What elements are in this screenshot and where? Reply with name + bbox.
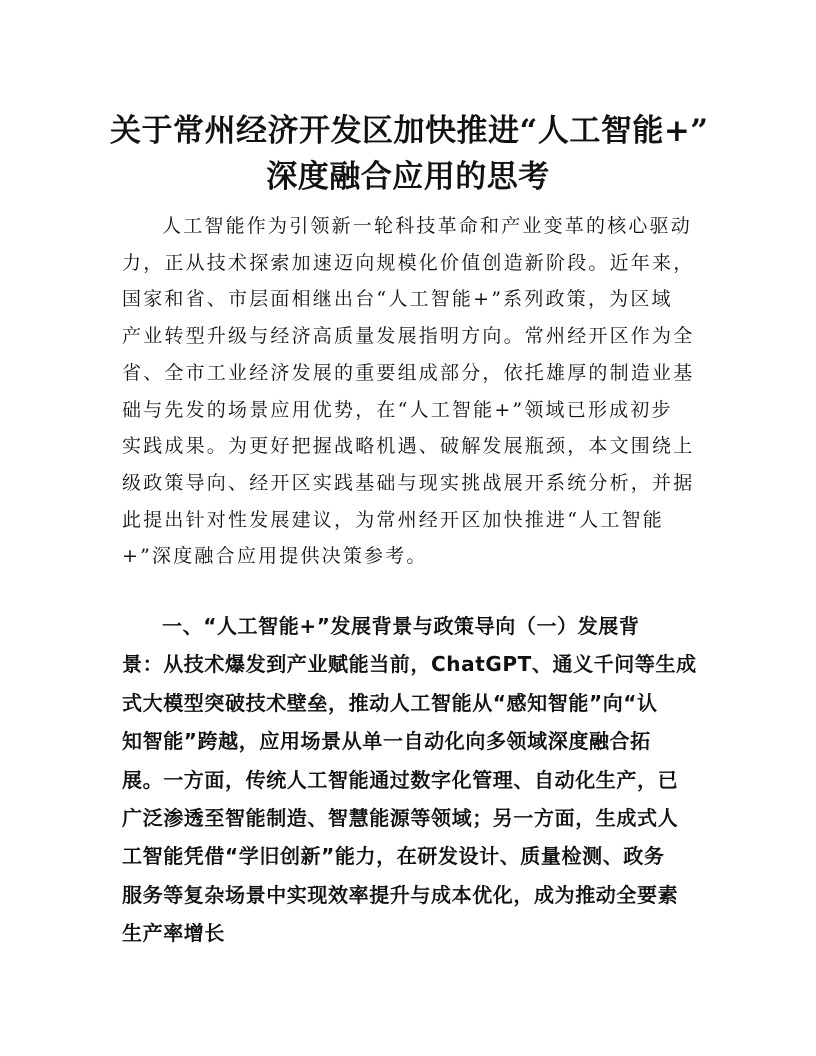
text-line: 产业转型升级与经济高质量发展指明方向。常州经开区作为全 bbox=[122, 325, 695, 348]
text-line: 础与先发的场景应用优势，在“人工智能+”领域已形成初步 bbox=[122, 398, 673, 421]
text-line: 国家和省、市层面相继出台“人工智能+”系列政策，为区域 bbox=[122, 288, 673, 311]
text-line: +”深度融合应用提供决策参考。 bbox=[122, 545, 428, 568]
title-line: 关于常州经济开发区加快推进“人工智能+” bbox=[110, 113, 709, 149]
text-line: 力，正从技术探索加速迈向规模化价值创造新阶段。近年来， bbox=[122, 251, 695, 274]
text-line: 式大模型突破技术壁垒，推动人工智能从“感知智能”向“认 bbox=[122, 690, 658, 715]
text-line: 级政策导向、经开区实践基础与现实挑战展开系统分析，并据 bbox=[122, 471, 695, 494]
text-line: 服务等复杂场景中实现效率提升与成本优化，成为推动全要素 bbox=[122, 882, 679, 907]
text-line: 省、全市工业经济发展的重要组成部分，依托雄厚的制造业基 bbox=[122, 361, 695, 384]
document-title bbox=[110, 108, 709, 200]
text-line: 知智能”跨越，应用场景从单一自动化向多领域深度融合拓 bbox=[122, 729, 651, 754]
text-line: 生产率增长 bbox=[122, 921, 225, 946]
intro-paragraph bbox=[122, 208, 696, 575]
text-line: 人工智能作为引领新一轮科技革命和产业变革的核心驱动 bbox=[162, 215, 693, 237]
text-line: 实践成果。为更好把握战略机遇、破解发展瓶颈，本文围绕上 bbox=[122, 435, 695, 458]
text-line: 一、“人工智能+”发展背景与政策导向（一）发展背 bbox=[162, 614, 640, 638]
section-paragraph bbox=[122, 607, 702, 953]
text-line: 工智能凭借“学旧创新”能力，在研发设计、质量检测、政务 bbox=[122, 844, 665, 869]
text-line: 此提出针对性发展建议，为常州经开区加快推进“人工智能 bbox=[122, 508, 664, 531]
title-line: 深度融合应用的思考 bbox=[266, 159, 550, 195]
text-line: 广泛渗透至智能制造、智慧能源等领域；另一方面，生成式人 bbox=[122, 806, 679, 831]
text-line: 展。一方面，传统人工智能通过数字化管理、自动化生产，已 bbox=[122, 767, 679, 792]
text-line: 景：从技术爆发到产业赋能当前，ChatGPT、通义千问等生成 bbox=[122, 652, 697, 677]
